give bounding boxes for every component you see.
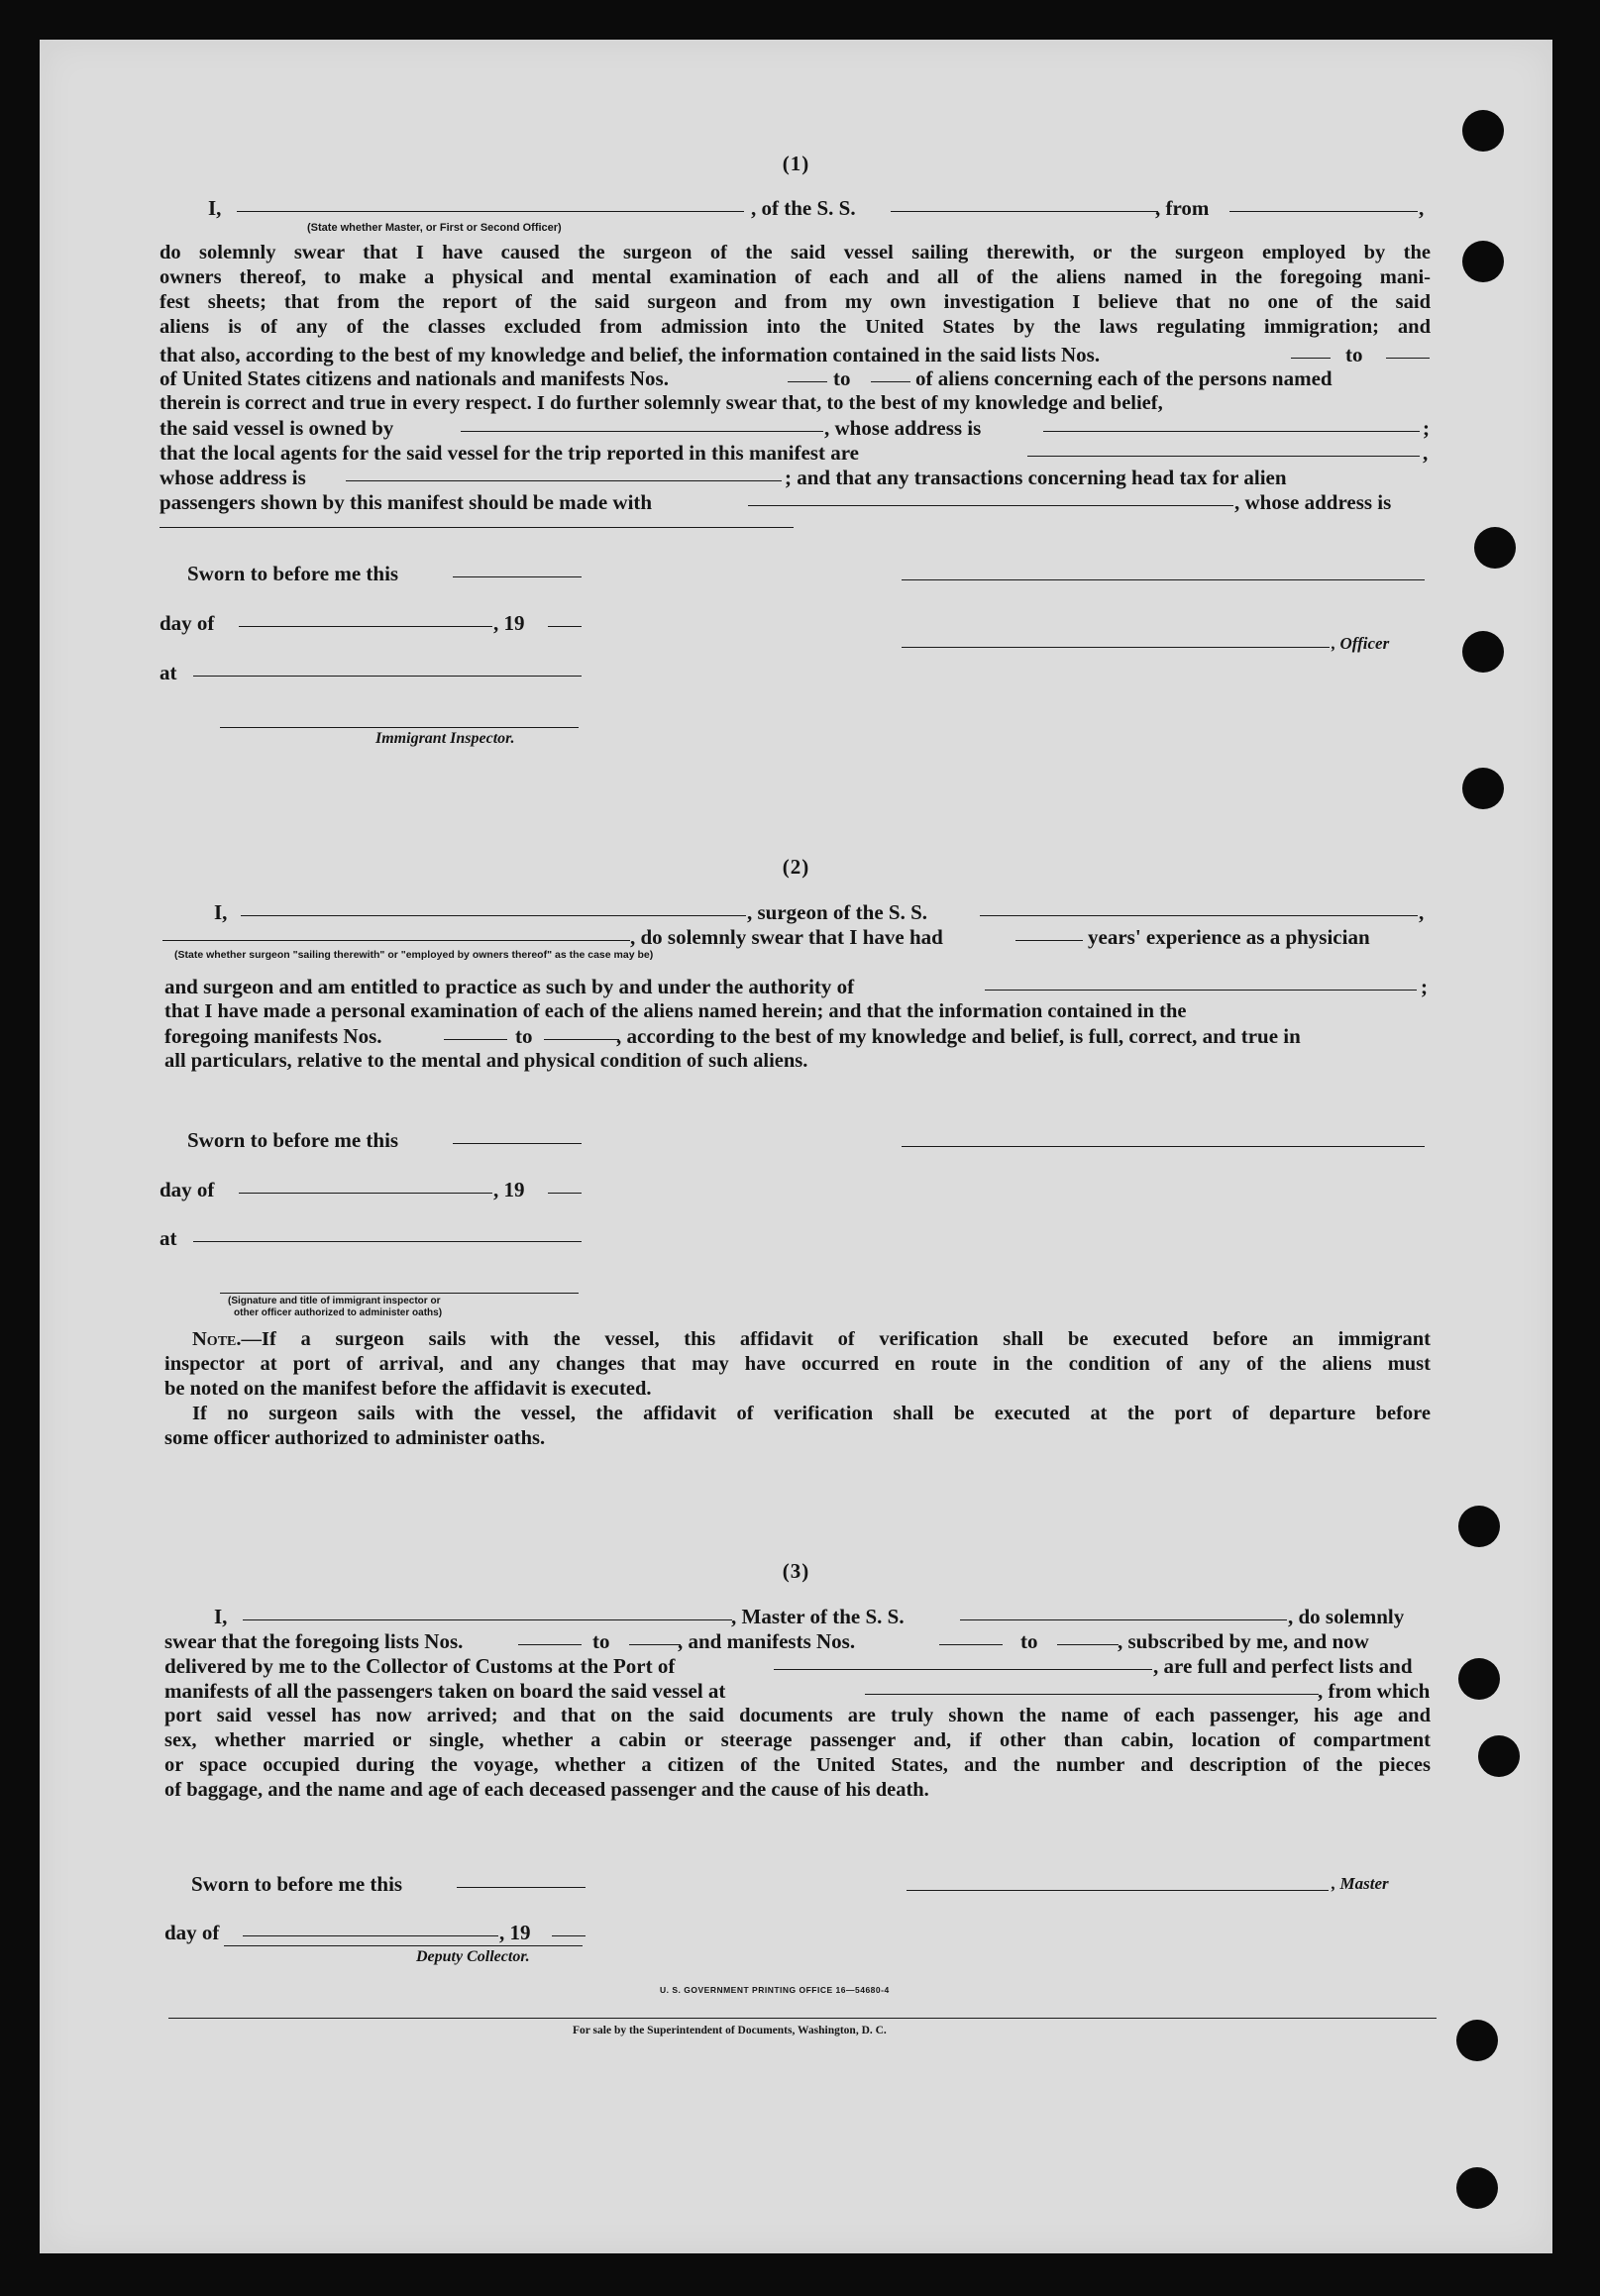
witness-signature-blank[interactable] <box>220 1293 579 1294</box>
surgeon-name-blank[interactable] <box>241 900 746 916</box>
sworn-date-blank-1[interactable] <box>453 562 582 577</box>
binder-hole <box>1462 110 1504 152</box>
day-month-blank-2[interactable] <box>239 1178 492 1194</box>
binder-hole <box>1462 631 1504 673</box>
form-page: (1) I, , of the S. S. , from , (State whether Master, or First or Second Officer) do solemnly swear that I have caused the surgeon of the said vessel sailing therewith, or the surgeon employed by the owners thereof, to make a physical and mental examination of each and all of the aliens named in the foregoing mani- fest sheets; that from the report of the said surgeon and from my own investigation I believe that no one of the said aliens is of any of the classes excluded from admission into the United States by the laws regulating immigration; and that also, according to the best of my knowledge and belief, the information contained in the said lists Nos. to of United States citizens and nationals and manifests Nos. to of aliens concerning each of the persons named therein is correct and true in every respect. I do further solemnly swear that, to the best of my knowledge and belief, the said vessel is owned by , whose address is ; that the local agents for the said vessel for the trip reported in this manifest are , whose address is ; and that any transactions concerning head tax for alien passengers shown by this manifest should be made with , whose address is Sworn to before me this day of , 19 , Officer at Immigrant Inspector. (2) I, , surgeon of the S. S. , , do solemnly swear that I have had years' experience as a physician (State whether surgeon "sailing therewith" or "employed by owners thereof" as the case may be) and surgeon and am entitled to practice as such by and under the authority of ; that I have made a personal examination of each of the aliens named herein; and that the information contained in the foregoing manifests Nos. to , according to the best of my knowledge and belief, is full, correct, and true in all particulars, relative to the mental and physical condition of such aliens. Sworn to before me this day of , 19 at (Signature and title of immigrant inspector or other officer authorized to administer oaths) Note.—If a surgeon sails with the vessel, this affidavit of verification shall be executed before an immigrant inspector at port of arrival, and any changes that may have occurred en route in the condition of any of the aliens must be noted on the manifest before the affidavit is executed. If no surgeon sails with the vessel, the affidavit of verification shall be executed at the port of departure before some officer authorized to administer oaths. (3) I, , Master of the S. S. , do solemnly swear that the foregoing lists Nos. to , and manifests Nos. to , subscribed by me, and now delivered by me to the Collector of Customs at the Port of , are full and perfect lists and manifests of all the passengers taken on board the said vessel at , from which port said vessel has now arrived; and that on the said documents are truly shown the name of each passenger, his age and sex, whether married or single, whether a cabin or steerage passenger and, if other than cabin, location of compartment or space occupied during the voyage, whether a citizen of the United States, and the number and description of the pieces of baggage, and the name and age of each deceased passenger and the cause of his death. Sworn to before me this , Master day of , 19 Deputy Collector. U. S. GOVERNMENT PRINTING OFFICE 16—54680-4 For sale by the Superintendent of Documents, Washington, D. C. <box>40 40 1552 2253</box>
collector-label: Deputy Collector. <box>416 1948 530 1965</box>
owner-blank[interactable] <box>461 416 823 432</box>
surgeon-status-blank[interactable] <box>162 925 630 941</box>
master-lists-from-blank[interactable] <box>518 1629 582 1645</box>
note-paragraph: Note.—If a surgeon sails with the vessel, this affidavit of verification shall be executed before an immigrant inspector at port of arrival, and any changes that may have occurred en route in the condition of any of the aliens must be noted on the manifest before the affidavit is executed. <box>164 1328 1431 1400</box>
agents-blank[interactable] <box>1027 441 1420 457</box>
year-blank-2[interactable] <box>548 1178 582 1194</box>
year-blank-1[interactable] <box>548 611 582 627</box>
section-2-number: (2) <box>782 855 810 879</box>
surgeon-caption: (State whether surgeon "sailing therewith" or "employed by owners thereof" as the case may be) <box>174 949 654 961</box>
exam-line: that I have made a personal examination of each of the aliens named herein; and that the information contained in the <box>164 1000 1187 1022</box>
master-name-blank[interactable] <box>243 1605 732 1620</box>
for-sale-imprint: For sale by the Superintendent of Documents, Washington, D. C. <box>573 2025 887 2036</box>
surgeon-signature-blank[interactable] <box>902 1146 1425 1147</box>
day-month-blank-3[interactable] <box>243 1921 498 1936</box>
officer-caption: (State whether Master, or First or Second Officer) <box>307 222 562 234</box>
years-experience-blank[interactable] <box>1015 925 1083 941</box>
note-2-paragraph: If no surgeon sails with the vessel, the affidavit of verification shall be executed at the port of departure before some officer authorized to administer oaths. <box>164 1403 1431 1449</box>
inspector-signature-blank[interactable] <box>220 727 579 728</box>
section-1-paragraph: do solemnly swear that I have caused the surgeon of the said vessel sailing therewith, or the surgeon employed by the owners thereof, to make a physical and mental examination of each and all of the aliens named in the foregoing mani- fest sheets; that from the report of the said surgeon and from my own investigation I believe that no one of the said aliens is of any of the classes excluded from admission into the United States by the laws regulating immigration; and <box>160 242 1431 338</box>
surgeon-manifest-to-blank[interactable] <box>544 1024 619 1040</box>
port-blank[interactable] <box>774 1654 1152 1670</box>
sworn-date-blank-3[interactable] <box>457 1872 586 1888</box>
at-place-blank-1[interactable] <box>193 661 582 677</box>
owner-address-blank[interactable] <box>1043 416 1420 432</box>
manifests-from-blank[interactable] <box>788 366 827 382</box>
day-month-blank-1[interactable] <box>239 611 492 627</box>
correct-line: therein is correct and true in every respect. I do further solemnly swear that, to the best of my knowledge and belief, <box>160 392 1163 414</box>
note-label: Note. <box>192 1328 242 1350</box>
surgeon-vessel-blank[interactable] <box>980 900 1418 916</box>
authority-blank[interactable] <box>985 975 1417 991</box>
binder-hole <box>1478 1735 1520 1777</box>
head-tax-address-blank[interactable] <box>160 527 794 528</box>
head-tax-party-blank[interactable] <box>748 490 1233 506</box>
master-lists-to-blank[interactable] <box>629 1629 681 1645</box>
master-label: , Master <box>1332 1874 1389 1893</box>
manifests-to-blank[interactable] <box>871 366 910 382</box>
officer-label: , Officer <box>1332 634 1390 653</box>
section-3-paragraph: port said vessel has now arrived; and that on the said documents are truly shown the name of each passenger, his age and sex, whether married or single, whether a cabin or steerage passenger and, if other than cabin, location of compartment or space occupied during the voyage, whether a citizen of the United States, and the number and description of the pieces <box>164 1705 1431 1776</box>
agents-address-blank[interactable] <box>346 466 782 481</box>
vessel-name-blank[interactable] <box>891 196 1158 212</box>
signature-caption-2: other officer authorized to administer oaths) <box>234 1307 443 1318</box>
officer-name-blank[interactable] <box>237 196 744 212</box>
binder-hole <box>1456 2020 1498 2061</box>
section-3-number: (3) <box>782 1559 810 1583</box>
surgeon-manifest-from-blank[interactable] <box>444 1024 507 1040</box>
master-signature-blank[interactable] <box>907 1890 1329 1891</box>
binder-hole <box>1474 527 1516 569</box>
section-3-last-line: of baggage, and the name and age of each deceased passenger and the cause of his death. <box>164 1779 929 1801</box>
officer-signature-blank[interactable] <box>902 579 1425 580</box>
boarding-port-blank[interactable] <box>865 1679 1319 1695</box>
binder-hole <box>1458 1506 1500 1547</box>
inspector-label: Immigrant Inspector. <box>375 730 515 747</box>
binder-hole <box>1456 2167 1498 2209</box>
officer-title-blank[interactable] <box>902 647 1330 648</box>
printing-office-imprint: U. S. GOVERNMENT PRINTING OFFICE 16—54680-4 <box>660 1985 890 1995</box>
master-manifests-to-blank[interactable] <box>1057 1629 1119 1645</box>
master-manifests-from-blank[interactable] <box>939 1629 1003 1645</box>
collector-signature-blank[interactable] <box>224 1945 583 1946</box>
from-port-blank[interactable] <box>1229 196 1418 212</box>
lists-to-blank[interactable] <box>1386 343 1430 359</box>
binder-hole <box>1458 1658 1500 1700</box>
lists-from-blank[interactable] <box>1291 343 1331 359</box>
year-blank-3[interactable] <box>552 1921 586 1936</box>
binder-hole <box>1462 241 1504 282</box>
at-place-blank-2[interactable] <box>193 1226 582 1242</box>
master-vessel-blank[interactable] <box>960 1605 1287 1620</box>
section-1-number: (1) <box>782 152 810 175</box>
footer-rule <box>168 2018 1437 2019</box>
signature-caption-1: (Signature and title of immigrant inspector or <box>228 1296 441 1306</box>
binder-hole <box>1462 768 1504 809</box>
sworn-date-blank-2[interactable] <box>453 1128 582 1144</box>
particulars-line: all particulars, relative to the mental and physical condition of such aliens. <box>164 1050 808 1072</box>
